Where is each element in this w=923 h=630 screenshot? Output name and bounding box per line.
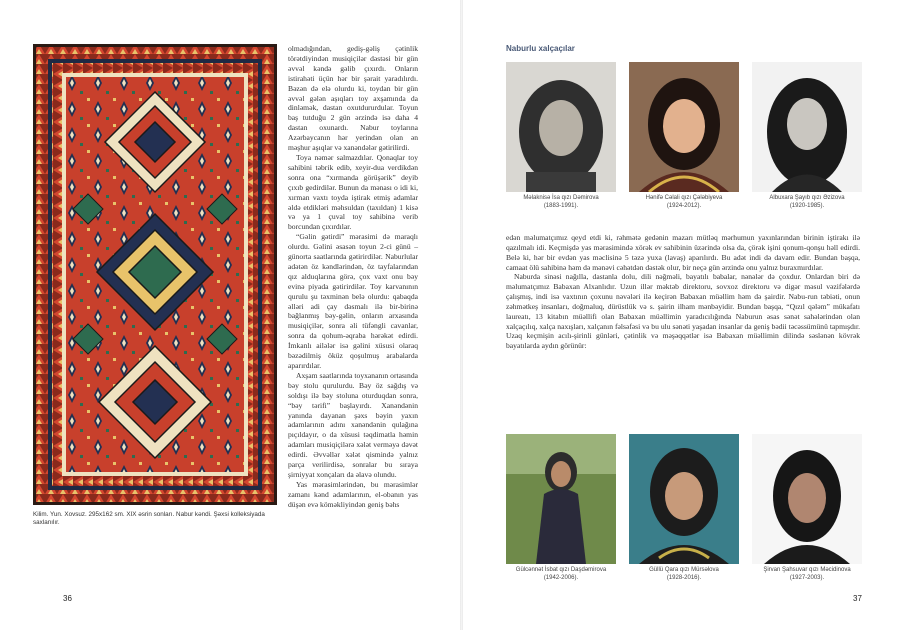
portrait [752,434,862,582]
portrait-years: (1927-2003). [789,574,825,581]
portrait-name: Albuxara Şayıb qızı Əzizova [769,195,845,201]
left-page-text [288,44,418,510]
page-number-left: 36 [63,594,72,603]
paragraph: “Gəlin gətirdi” mərasimi də maraqlı olurdu. Gəlini əsasən toyun 2-ci günü – günorta saatlarında gətirirdilər. Naburlular adətən öz kəndlərindən, öz tayfalarından qız alduqlarına görə, çox vaxt onu bəy evinə piyada gətirirdilər. Toy karvanının qurulu şu təxminən belə olurdu: qabaqda əlləri adi çay dəsmalı ilə bir-birinə bağlanmış bəy-gəlin, onların arxasında musiqiçilər, sonra əli tüfəngli cavanlar, sonra da qohum-əqraba hərəkət edirdi. İmkanlı ailələr isə gəlini xüsusi olaraq bəzədilmiş öküz qoşulmuş arabalarda aparırdılar. [288,232,418,370]
rug-caption: Kilim. Yun. Xovsuz. 295x162 sm. XIX əsrin sonları. Nabur kəndi. Şəxsi kolleksiyada saxlanılır. [33,511,265,527]
portrait-name: Şirvan Şahsuvar qızı Məcidinova [763,567,851,573]
right-page-text [506,233,860,351]
portrait [506,62,616,210]
portrait-years: (1920-1985). [789,202,825,209]
paragraph: Axşam saatlarında toyxananın ortasında bəy stolu qurulurdu. Bəy öz sağdış və soldışı ilə bəy stoluna oturduqdan sonra, “bəy tərifi” başlayırdı. Xanəndənin yanında dayanan şəxs bəyin yaxın adamlarının adını xanəndənin qulağına pıçıldayır, o da xüsusi təqdimatla həmin adamları musiqiçilərə xələt verməyə dəvət edirdi. Əvvəllər xələt qismində yalnız parça verilirdisə, sonralar bu sıraya şirniyyat xonçaları da əlavə olundu. [288,370,418,479]
portrait-photo [752,62,862,192]
paragraph: edən məlumatçımız qeyd etdi ki, rəhmətə gedənin mazarı mütləq mərhumun yaxınlarından birinin iştirakı ilə qazılmalı idi. Keçmişdə yas mərasimində xörək ev sahibinin üzərində olsa da, çörək işini qonum-qonşu həll edirdi. Belə ki, hər bir evdən yas məclisinə 5 təzə yuxa (lavaş) aparılırdı. Bu adət indi də davam edir. Bundan başqa, camaat ölü sahibinə həm də mənəvi cəhətdən dəstək olur, bir neçə gün ərzində onu yalnız buraxmırdılar. [506,233,860,272]
portrait-years: (1883-1991). [543,202,579,209]
portrait-years: (1928-2016). [666,574,702,581]
portrait-photo [506,434,616,564]
portrait-name: Gülcənnət İsbat qızı Daşdəmirova [515,567,607,573]
paragraph: Naburda sinəsi nağılla, dastanla dolu, dili nəğməli, bayatılı babalar, nənələr də çoxdur. Onlardan biri də məlumatçımız Babaxan Alxanlıdır. Uzun illər məktəb direktoru, sovxoz direktoru və digər məsul vəzifələrdə çalışmış, indi isə vaxtının çoxunu nəvələri ilə keçirən Babaxan müəllim həm də şairdir. Nabu-run təbiəti, onun zəhmətkeş insanları, doğmaluq, dürüstlük və s. şairin ilham mənbəyidir. Bundan başqa, “Qızıl qələm” mükafatı laureatı, 13 kitabın müəllifi olan Babaxan müəllimin yaradıcılığında Naburun əsas sənət sahələrindən olan xalçaçılıq, xalça naxışları, xalçanın fəlsəfəsi və bu ulu sənəti yaşadan insanlar da geniş bədii təcəssümünü tapmışdır. Uzaq keçmişin acılı-şirinli günləri, çətinlik və məşəqqətlər isə Babaxan müəllimin dilində səslənən kövrək bayatılarda aydın görünür: [506,272,860,351]
portrait-years: (1924-2012). [666,202,702,209]
portrait-name: Hənifə Cəlali qızı Çələbiyeva [645,195,723,201]
portrait-name: Məlaknisə İsa qızı Dəmirova [523,195,599,201]
kilim-rug-image [33,44,277,505]
portrait-photo [629,434,739,564]
paragraph: Yas mərasimlərindən, bu mərasimlər zamanı kənd adamlarının, el-obanın yas düşən evə köməkliyindən geniş bəhs [288,479,418,509]
paragraph: Toya nəmər salmazdılar. Qonaqlar toy sahibini təbrik edib, xeyir-dua verdikdən sonra ona “xırmanda görüşərik” deyib çıxıb gedirdilər. Bunun da mənası o idi ki, xırman vaxtı toyda iştirak etmiş adamlar əldə etdikləri məhsuldan (taxıldan) 1 kisə və ya 1 çuval toy sahibinə verib borcundan çıxırdılar. [288,152,418,232]
portrait [629,62,739,210]
portrait-photo [629,62,739,192]
portrait-years: (1942-2006). [543,574,579,581]
section-title: Naburlu xalçaçılar [506,44,575,53]
portrait [752,62,862,210]
portrait-photo [752,434,862,564]
paragraph: olmadığından, gediş-gəliş çətinlik törətdiyindən musiqiçilər dəstəsi bir gün əvvəl kəndə gəlib çıxırdı. Onların istirahəti üçün hər bir şərait yaradılırdı. Bəzən də elə olurdu ki, toydan bir gün əvvəl gələn aşıqları toy axşamında da dinləmək, dastan oxutdururdular. Toyun baş tutduğu 2 gün ərzində isə daha 4 dastan oxunardı. Nabur toylarına Azərbaycanın hər yerindən olan ən məşhur aşıqlar və xanəndələr gətirilirdi. [288,44,418,153]
portrait [506,434,616,582]
portrait [629,434,739,582]
portrait-photo [506,62,616,192]
page-gutter [460,0,463,630]
portrait-name: Güllü Qara qızı Mürsəlova [649,567,719,573]
page-number-right: 37 [853,594,862,603]
